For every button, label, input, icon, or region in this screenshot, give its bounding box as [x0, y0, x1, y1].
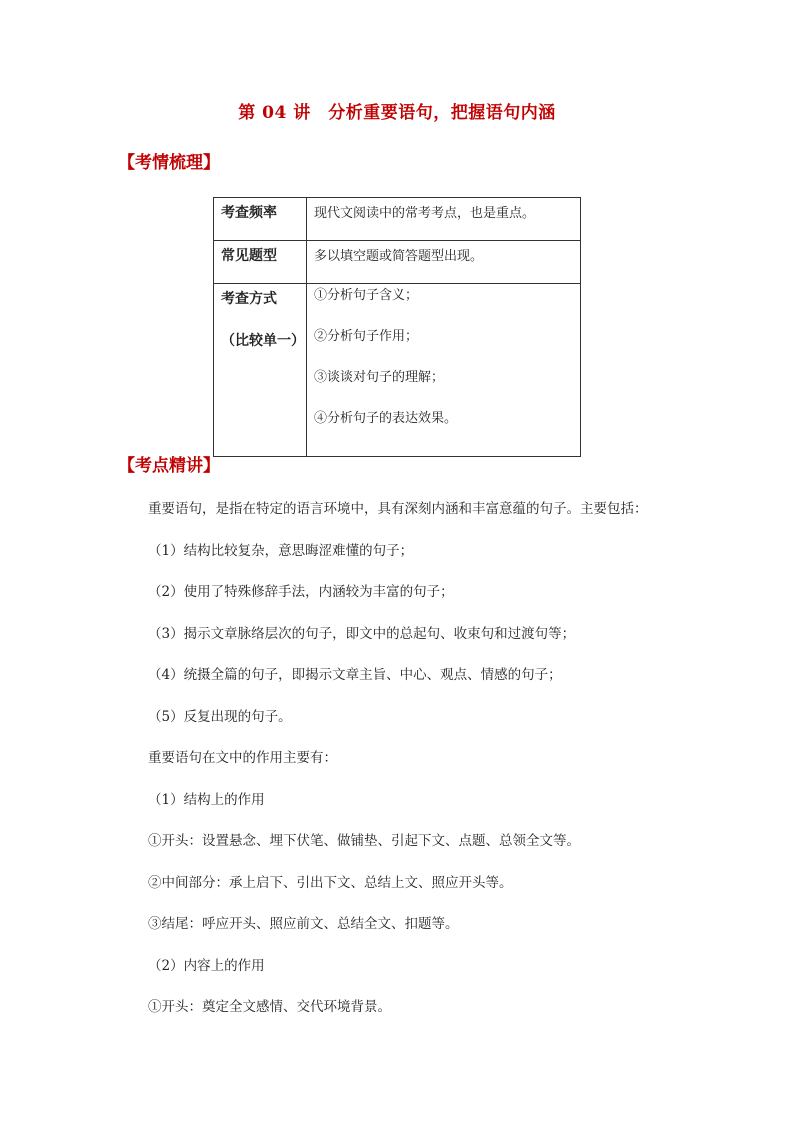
- body-text: [148, 500, 708, 1040]
- body-paragraph: （2）使用了特殊修辞手法，内涵较为丰富的句子；: [148, 584, 454, 600]
- exam-info-table: [213, 197, 581, 457]
- body-paragraph: （5）反复出现的句子。: [148, 708, 292, 725]
- body-paragraph: ①开头：设置悬念、埋下伏笔、做铺垫、引起下文、点题、总领全文等。: [148, 833, 580, 849]
- method-item: ②分析句子作用；: [314, 329, 419, 344]
- body-paragraph: （1）结构上的作用: [148, 791, 265, 808]
- table-value-frequency: 现代文阅读中的常考考点，也是重点。: [307, 198, 581, 241]
- body-paragraph: 重要语句，是指在特定的语言环境中，具有深刻内涵和丰富意蕴的句子。主要包括：: [148, 501, 648, 517]
- table-row: [214, 284, 581, 457]
- body-paragraph: （1）结构比较复杂，意思晦涩难懂的句子；: [148, 542, 414, 559]
- section-heading-exam-analysis: 【考情梳理】: [118, 153, 220, 173]
- method-item: ①分析句子含义；: [314, 288, 419, 303]
- body-paragraph: ③结尾：呼应开头、照应前文、总结全文、扣题等。: [148, 916, 459, 932]
- body-paragraph: （2）内容上的作用: [148, 957, 265, 974]
- method-item: ③谈谈对句子的理解；: [314, 370, 445, 385]
- table-row: [214, 241, 581, 284]
- section-heading-key-points: 【考点精讲】: [118, 456, 220, 476]
- table-label-question-type: 常见题型: [214, 241, 307, 284]
- body-paragraph: ①开头：奠定全文感情、交代环境背景。: [148, 999, 391, 1015]
- body-paragraph: ②中间部分：承上启下、引出下文、总结上文、照应开头等。: [148, 874, 513, 891]
- table-label-frequency: 考查频率: [214, 198, 307, 241]
- method-sublabel: （比较单一）: [221, 333, 305, 349]
- body-paragraph: （4）统摄全篇的句子，即揭示文章主旨、中心、观点、情感的句子；: [148, 667, 562, 683]
- method-label: 考查方式: [221, 291, 277, 307]
- table-value-question-type: 多以填空题或简答题型出现。: [307, 241, 581, 284]
- body-paragraph: （3）揭示文章脉络层次的句子，即文中的总起句、收束句和过渡句等；: [148, 625, 576, 642]
- body-paragraph: 重要语句在文中的作用主要有：: [148, 750, 337, 766]
- table-value-method: [307, 284, 581, 457]
- table-label-method: [214, 284, 307, 457]
- page-title: 第 04 讲 分析重要语句，把握语句内涵: [238, 103, 556, 123]
- method-item: ④分析句子的表达效果。: [314, 411, 458, 426]
- table-row: [214, 198, 581, 241]
